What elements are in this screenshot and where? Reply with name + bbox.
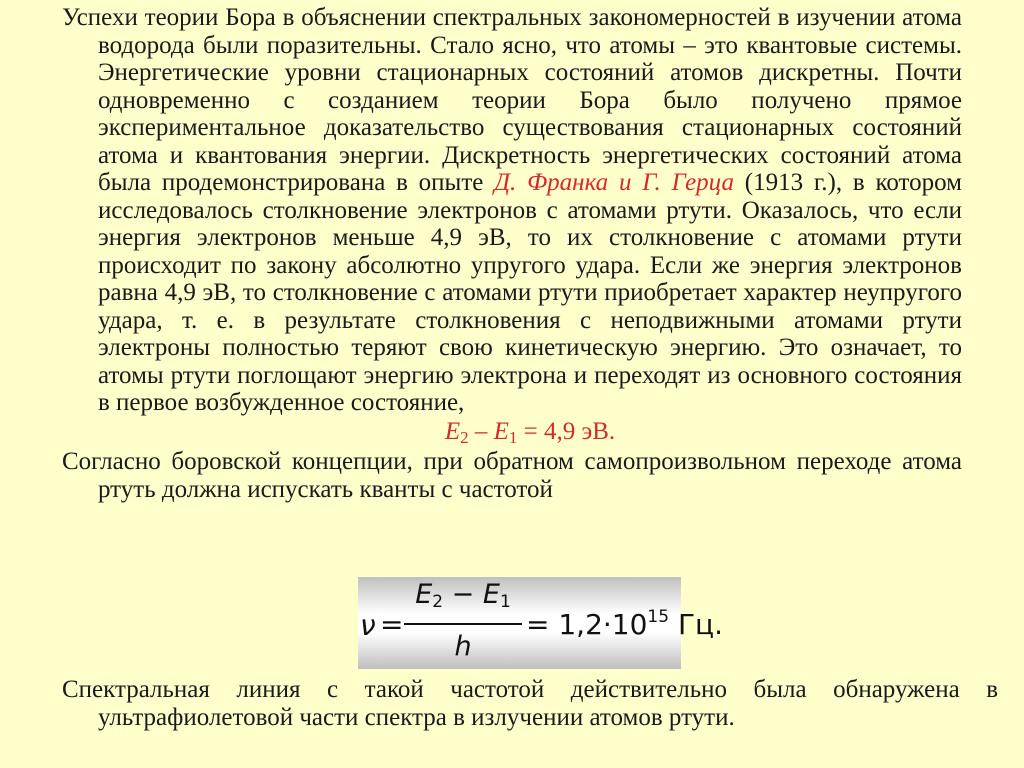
result-mantissa: = 1,2·10 [526, 608, 648, 641]
energy-difference-equation [62, 418, 962, 446]
num-sub-1: 1 [499, 592, 511, 612]
formula-denominator: h [454, 631, 472, 662]
formula-result [526, 608, 723, 641]
result-exponent: 15 [647, 607, 670, 627]
paragraph-bohr-concept: Согласно боровской концепции, при обратном самопроизвольном переходе атома ртуть должна испускать кванты с частотой [62, 448, 962, 503]
slide-content [62, 4, 962, 503]
num-var-e2: E [415, 579, 433, 610]
frequency-formula-image [358, 577, 723, 669]
eq-var-e1: E [493, 417, 509, 445]
num-sub-2: 2 [432, 592, 444, 612]
paragraph1-text-start: Успехи теории Бора в объяснении спектральных закономерностей в изучении атома водорода были поразительны. Стало ясно, что атомы – это квантовые системы. Энергетические уровни стационарных состояний атомов дискретны. Почти одновременно с созданием теории Бора было получено прямое экспериментальное доказательство существования стационарных состояний атома и квантования энергии. Дискретность энергетических состояний атома была продемонстрирована в опыте [62, 4, 962, 196]
eq-sub-2: 2 [460, 427, 469, 447]
eq-value: = 4,9 эВ. [517, 417, 616, 445]
eq-minus: – [468, 417, 494, 445]
num-var-e1: E [482, 579, 500, 610]
eq-sub-1: 1 [508, 427, 518, 447]
paragraph1-text-end: (1913 г.), в котором исследовалось столкновение электронов с атомами ртути. Оказалось, что если энергия электронов меньше 4,9 эВ, то их столкновение с атомами ртути происходит по закону абсолютно упругого удара. Если же энергия электронов равна 4,9 эВ, то столкновение с атомами ртути приобретает характер неупругого удара, т. е. в результате столкновения с неподвижными атомами ртути электроны полностью теряют свою кинетическую энергию. Это означает, то атомы ртути поглощают энергию электрона и переходят из основного состояния в первое возбужденное состояние, [98, 169, 962, 416]
eq-var-e2: E [444, 417, 461, 445]
formula-nu: ν [360, 609, 376, 642]
formula-numerator [408, 579, 518, 610]
num-minus: − [443, 579, 483, 610]
result-unit: Гц. [669, 608, 723, 641]
formula-equals: = [380, 608, 404, 641]
franck-hertz-authors: Д. Франка и Г. Герца [494, 169, 734, 196]
paragraph-bohr-theory [62, 4, 962, 417]
fraction-bar [404, 623, 522, 625]
paragraph-spectral-line: Спектральная линия с такой частотой действительно была обнаружена в ультрафиолетовой части спектра в излучении атомов ртути. [62, 676, 998, 731]
